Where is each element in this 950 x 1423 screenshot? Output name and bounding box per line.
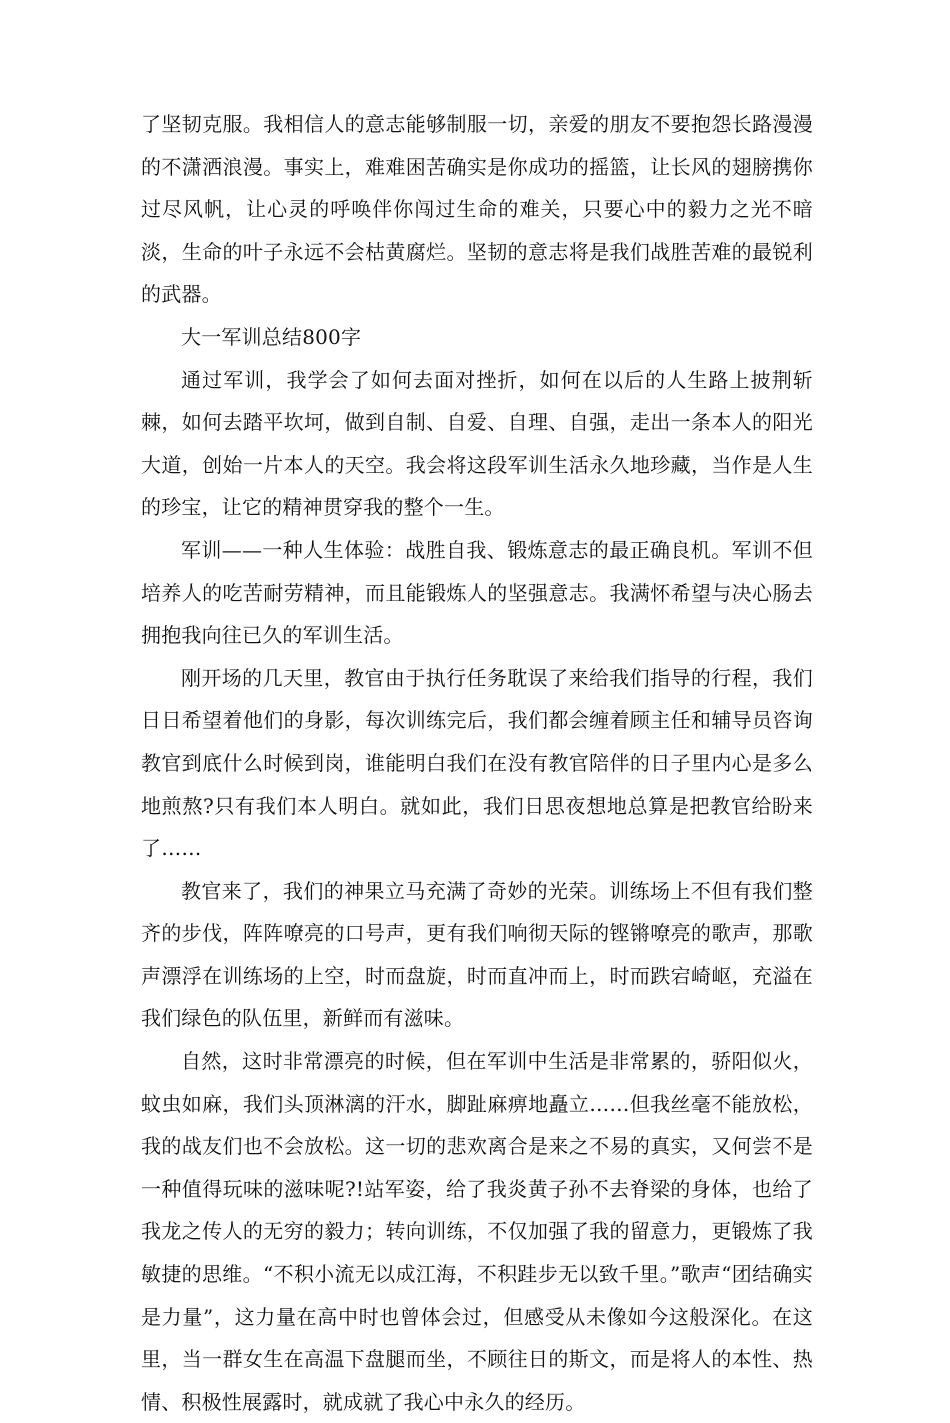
paragraph: 自然，这时非常漂亮的时候，但在军训中生活是非常累的，骄阳似火，蚊虫如麻，我们头顶淋漓的汗水，脚趾麻痹地矗立……但我丝毫不能放松，我的战友们也不会放松。这一切的悲欢离合是来之不易的真实，又何尝不是一种值得玩味的滋味呢?!站军姿，给了我炎黄子孙不去脊梁的身体，也给了我龙之传人的无穷的毅力；转向训练，不仅加强了我的留意力，更锻炼了我敏捷的思维。“不积小流无以成江海，不积跬步无以致千里。”歌声“团结确实是力量”，这力量在高中时也曾体会过，但感受从未像如今这般深化。在这里，当一群女生在高温下盘腿而坐，不顾往日的斯文，而是将人的本性、热情、积极性展露时，就成就了我心中永久的经历。	[141, 1049, 813, 1414]
paragraph: 刚开场的几天里，教官由于执行任务耽误了来给我们指导的行程，我们日日希望着他们的身影，每次训练完后，我们都会缠着顾主任和辅导员咨询教官到底什么时候到岗，谁能明白我们在没有教官陪伴的日子里内心是多么地煎熬?只有我们本人明白。就如此，我们日思夜想地总算是把教官给盼来了……	[141, 665, 813, 861]
section-heading: 大一军训总结800字	[181, 324, 362, 349]
paragraph: 通过军训，我学会了如何去面对挫折，如何在以后的人生路上披荆斩棘，如何去踏平坎坷，做到自制、自爱、自理、自强，走出一条本人的阳光大道，创始一片本人的天空。我会将这段军训生活永久地珍藏，当作是人生的珍宝，让它的精神贯穿我的整个一生。	[141, 367, 813, 520]
document-body	[141, 103, 813, 1423]
paragraph-continuation: 了坚韧克服。我相信人的意志能够制服一切，亲爱的朋友不要抱怨长路漫漫的不潇洒浪漫。事实上，难难困苦确实是你成功的摇篮，让长风的翅膀携你过尽风帆，让心灵的呼唤伴你闯过生命的难关，只要心中的毅力之光不暗淡，生命的叶子永远不会枯黄腐烂。坚韧的意志将是我们战胜苦难的最锐利的武器。	[141, 112, 813, 307]
paragraph: 教官来了，我们的神果立马充满了奇妙的光荣。训练场上不但有我们整齐的步伐，阵阵嘹亮的口号声，更有我们响彻天际的铿锵嘹亮的歌声，那歌声漂浮在训练场的上空，时而盘旋，时而直冲而上，时而跌宕崎岖，充溢在我们绿色的队伍里，新鲜而有滋味。	[141, 878, 813, 1031]
paragraph: 军训——一种人生体验：战胜自我、锻炼意志的最正确良机。军训不但培养人的吃苦耐劳精神，而且能锻炼人的坚强意志。我满怀希望与决心肠去拥抱我向往已久的军训生活。	[141, 537, 813, 648]
